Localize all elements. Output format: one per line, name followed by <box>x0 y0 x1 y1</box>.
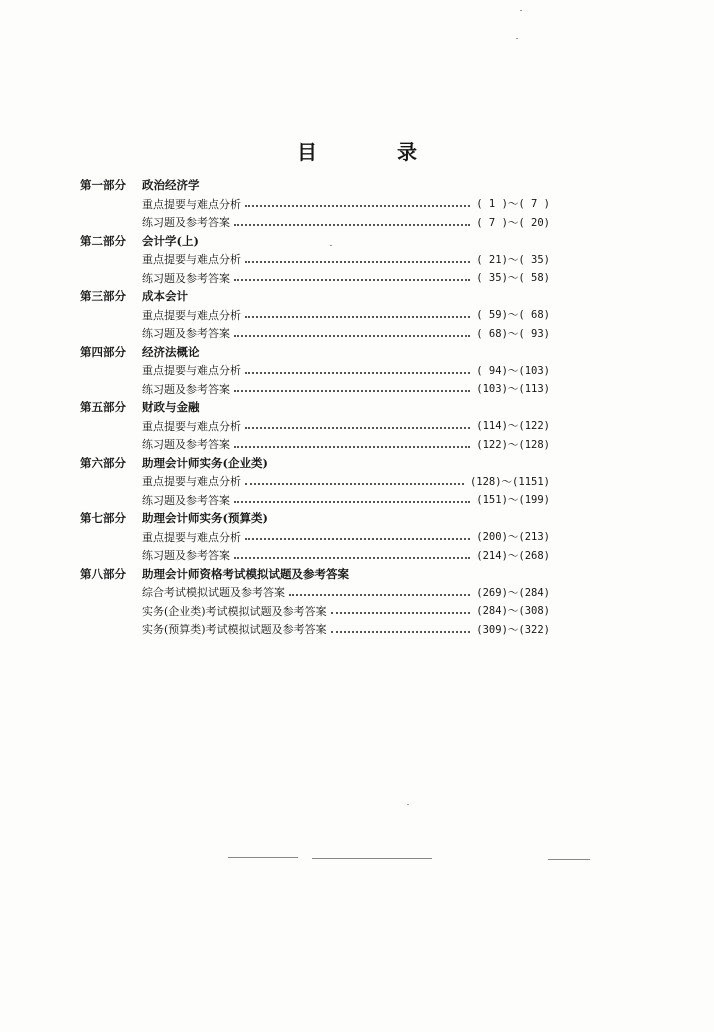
scan-artifact-line <box>228 857 298 858</box>
scan-artifact-speck <box>407 804 409 805</box>
page-range: ( 59)～( 68) <box>476 309 550 322</box>
toc-entry <box>80 250 550 269</box>
toc-entry <box>80 195 550 214</box>
dot-leader <box>331 630 471 633</box>
page-range: ( 7 )～( 20) <box>476 216 550 229</box>
entry-title: 重点提要与难点分析 <box>142 197 241 211</box>
toc-part-heading <box>80 176 550 195</box>
part-name: 成本会计 <box>142 289 188 304</box>
part-name: 财政与金融 <box>142 400 200 415</box>
toc-part-heading <box>80 565 550 584</box>
toc-entry <box>80 491 550 510</box>
dot-leader <box>234 278 470 281</box>
part-name: 经济法概论 <box>142 344 200 359</box>
dot-leader <box>245 482 464 485</box>
page-range: (214)～(268) <box>476 549 550 562</box>
dot-leader <box>245 260 470 263</box>
toc-part-heading <box>80 398 550 417</box>
page-range: (151)～(199) <box>476 494 550 507</box>
toc-entry <box>80 546 550 565</box>
page-range: ( 1 )～( 7 ) <box>476 198 550 211</box>
part-number: 第三部分 <box>80 289 126 304</box>
toc-entry <box>80 361 550 380</box>
entry-title: 重点提要与难点分析 <box>142 530 241 544</box>
entry-title: 实务(预算类)考试模拟试题及参考答案 <box>142 623 327 637</box>
dot-leader <box>234 500 470 503</box>
page-range: (103)～(113) <box>476 383 550 396</box>
part-number: 第二部分 <box>80 233 126 248</box>
part-name: 会计学(上) <box>142 233 199 248</box>
part-number: 第五部分 <box>80 400 126 415</box>
part-name: 助理会计师资格考试模拟试题及参考答案 <box>142 566 349 581</box>
toc-entry <box>80 380 550 399</box>
toc-part-heading <box>80 232 550 251</box>
toc-entry <box>80 620 550 639</box>
page-range: (309)～(322) <box>476 623 550 636</box>
page-range: ( 35)～( 58) <box>476 272 550 285</box>
scan-artifact-line <box>548 859 590 860</box>
entry-title: 实务(企业类)考试模拟试题及参考答案 <box>142 604 327 618</box>
dot-leader <box>245 315 470 318</box>
toc-entry <box>80 472 550 491</box>
toc-entry <box>80 306 550 325</box>
toc-entry <box>80 435 550 454</box>
dot-leader <box>245 371 470 374</box>
part-number: 第七部分 <box>80 511 126 526</box>
dot-leader <box>245 204 470 207</box>
entry-title: 练习题及参考答案 <box>142 382 230 396</box>
entry-title: 练习题及参考答案 <box>142 327 230 341</box>
page-range: (284)～(308) <box>476 605 550 618</box>
dot-leader <box>234 389 470 392</box>
page-range: (122)～(128) <box>476 438 550 451</box>
toc-entry <box>80 324 550 343</box>
dot-leader <box>331 611 471 614</box>
dot-leader <box>234 556 470 559</box>
dot-leader <box>234 223 470 226</box>
page-range: ( 94)～(103) <box>476 364 550 377</box>
part-number: 第六部分 <box>80 455 126 470</box>
toc-entry <box>80 602 550 621</box>
entry-title: 重点提要与难点分析 <box>142 364 241 378</box>
part-number: 第一部分 <box>80 178 126 193</box>
part-name: 助理会计师实务(企业类) <box>142 455 268 470</box>
toc-entry <box>80 213 550 232</box>
dot-leader <box>289 593 470 596</box>
page-range: (128)～(1151) <box>469 475 550 488</box>
part-number: 第四部分 <box>80 344 126 359</box>
dot-leader <box>234 334 470 337</box>
toc-entry <box>80 528 550 547</box>
dot-leader <box>245 426 470 429</box>
entry-title: 重点提要与难点分析 <box>142 475 241 489</box>
table-of-contents <box>80 176 550 639</box>
page-range: ( 21)～( 35) <box>476 253 550 266</box>
scan-artifact-line <box>312 858 432 859</box>
entry-title: 重点提要与难点分析 <box>142 308 241 322</box>
toc-part-heading <box>80 343 550 362</box>
part-name: 助理会计师实务(预算类) <box>142 511 268 526</box>
entry-title: 练习题及参考答案 <box>142 549 230 563</box>
scan-artifact-speck <box>520 10 522 11</box>
page-title: 目 录 <box>297 140 447 164</box>
entry-title: 练习题及参考答案 <box>142 216 230 230</box>
toc-entry <box>80 269 550 288</box>
page-range: (114)～(122) <box>476 420 550 433</box>
part-number: 第八部分 <box>80 566 126 581</box>
entry-title: 练习题及参考答案 <box>142 438 230 452</box>
toc-part-heading <box>80 287 550 306</box>
entry-title: 练习题及参考答案 <box>142 271 230 285</box>
dot-leader <box>245 537 470 540</box>
toc-entry <box>80 417 550 436</box>
part-name: 政治经济学 <box>142 178 200 193</box>
page-range: ( 68)～( 93) <box>476 327 550 340</box>
entry-title: 综合考试模拟试题及参考答案 <box>142 586 285 600</box>
entry-title: 练习题及参考答案 <box>142 493 230 507</box>
entry-title: 重点提要与难点分析 <box>142 253 241 267</box>
page-range: (269)～(284) <box>476 586 550 599</box>
scan-artifact-speck <box>330 245 332 246</box>
toc-part-heading <box>80 454 550 473</box>
dot-leader <box>234 445 470 448</box>
scan-artifact-speck <box>516 38 518 39</box>
toc-part-heading <box>80 509 550 528</box>
page-range: (200)～(213) <box>476 531 550 544</box>
entry-title: 重点提要与难点分析 <box>142 419 241 433</box>
toc-entry <box>80 583 550 602</box>
